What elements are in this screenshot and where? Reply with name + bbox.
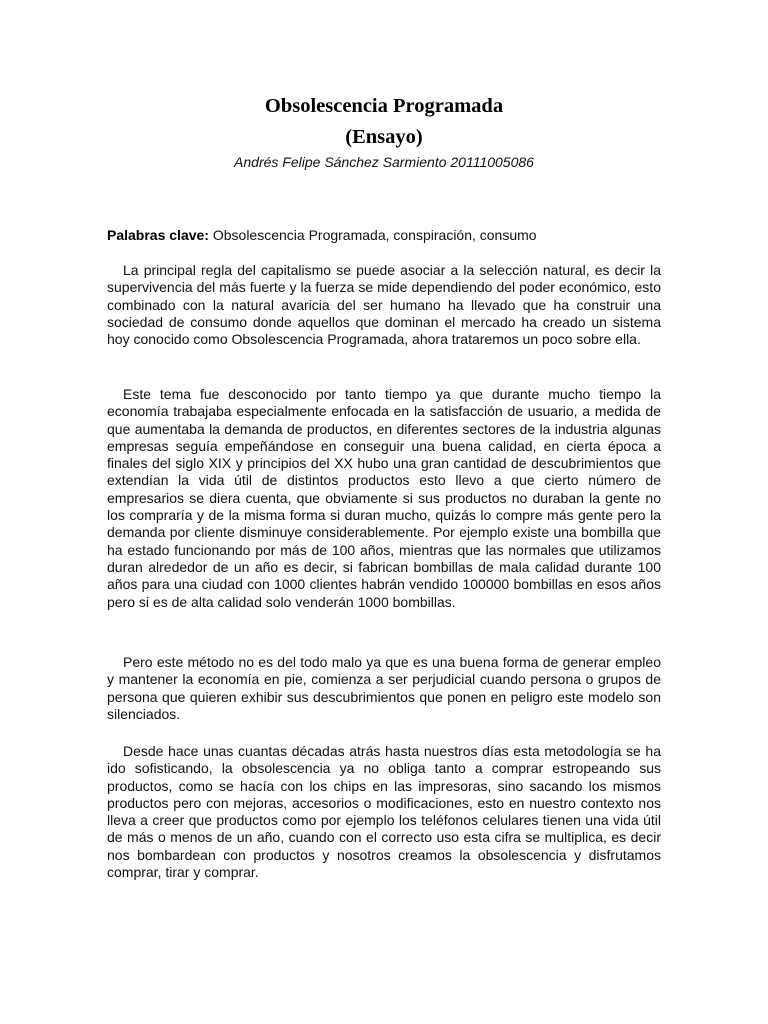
paragraph-2: Este tema fue desconocido por tanto tiempo ya que durante mucho tiempo la economía trabajaba especialmente enfocada en la satisfacción de usuario, a medida de que aumentaba la demanda de productos, en diferentes sectores de la industria algunas empresas seguía empeñándose en conseguir una buena calidad, en cierta época a finales del siglo XIX y principios del XX hubo una gran cantidad de descubrimientos que extendían la vida útil de distintos productos esto llevo a que cierto número de empresarios se diera cuenta, que obviamente si sus productos no duraban la gente no los compraría y de la misma forma si duran mucho, quizás lo compre más gente pero la demanda por cliente disminuye considerablemente. Por ejemplo existe una bombilla que ha estado funcionando por más de 100 años, mientras que las normales que utilizamos duran alrededor de un año es decir, si fabrican bombillas de mala calidad durante 100 años para una ciudad con 1000 clientes habrán vendido 100000 bombillas en esos años pero si es de alta calidad solo venderán 1000 bombillas. [107,386,661,610]
document-subtitle: (Ensayo) [345,126,423,148]
keywords-line [107,226,663,244]
paragraph-1: La principal regla del capitalismo se puede asociar a la selección natural, es decir la supervivencia del más fuerte y la fuerza se mide dependiendo del poder económico, esto combinado con la natural avaricia del ser humano ha llevado que ha construir una sociedad de consumo donde aquellos que dominan el mercado ha creado un sistema hoy conocido como Obsolescencia Programada, ahora trataremos un poco sobre ella. [107,262,661,348]
keywords-text: Obsolescencia Programada, conspiración, consumo [208,227,537,243]
document-title: Obsolescencia Programada [264,95,504,117]
keywords-label: Palabras clave: [107,227,209,243]
paragraph-4: Desde hace unas cuantas décadas atrás hasta nuestros días esta metodología se ha ido sofisticando, la obsolescencia ya no obliga tanto a comprar estropeando sus productos, como se hacía con los chips en las impresoras, sino sacando los mismos productos pero con mejoras, accesorios o modificaciones, esto en nuestro contexto nos lleva a creer que productos como por ejemplo los teléfonos celulares tienen una vida útil de más o menos de un año, cuando con el correcto uso esta cifra se multiplica, es decir nos bombardean con productos y nosotros creamos la obsolescencia y disfrutamos comprar, tirar y comprar. [107,743,661,881]
paragraph-3: Pero este método no es del todo malo ya que es una buena forma de generar empleo y mantener la economía en pie, comienza a ser perjudicial cuando persona o grupos de persona que quieren exhibir sus descubrimientos que ponen en peligro este modelo son silenciados. [107,654,661,722]
author-line: Andrés Felipe Sánchez Sarmiento 20111005086 [234,154,534,170]
